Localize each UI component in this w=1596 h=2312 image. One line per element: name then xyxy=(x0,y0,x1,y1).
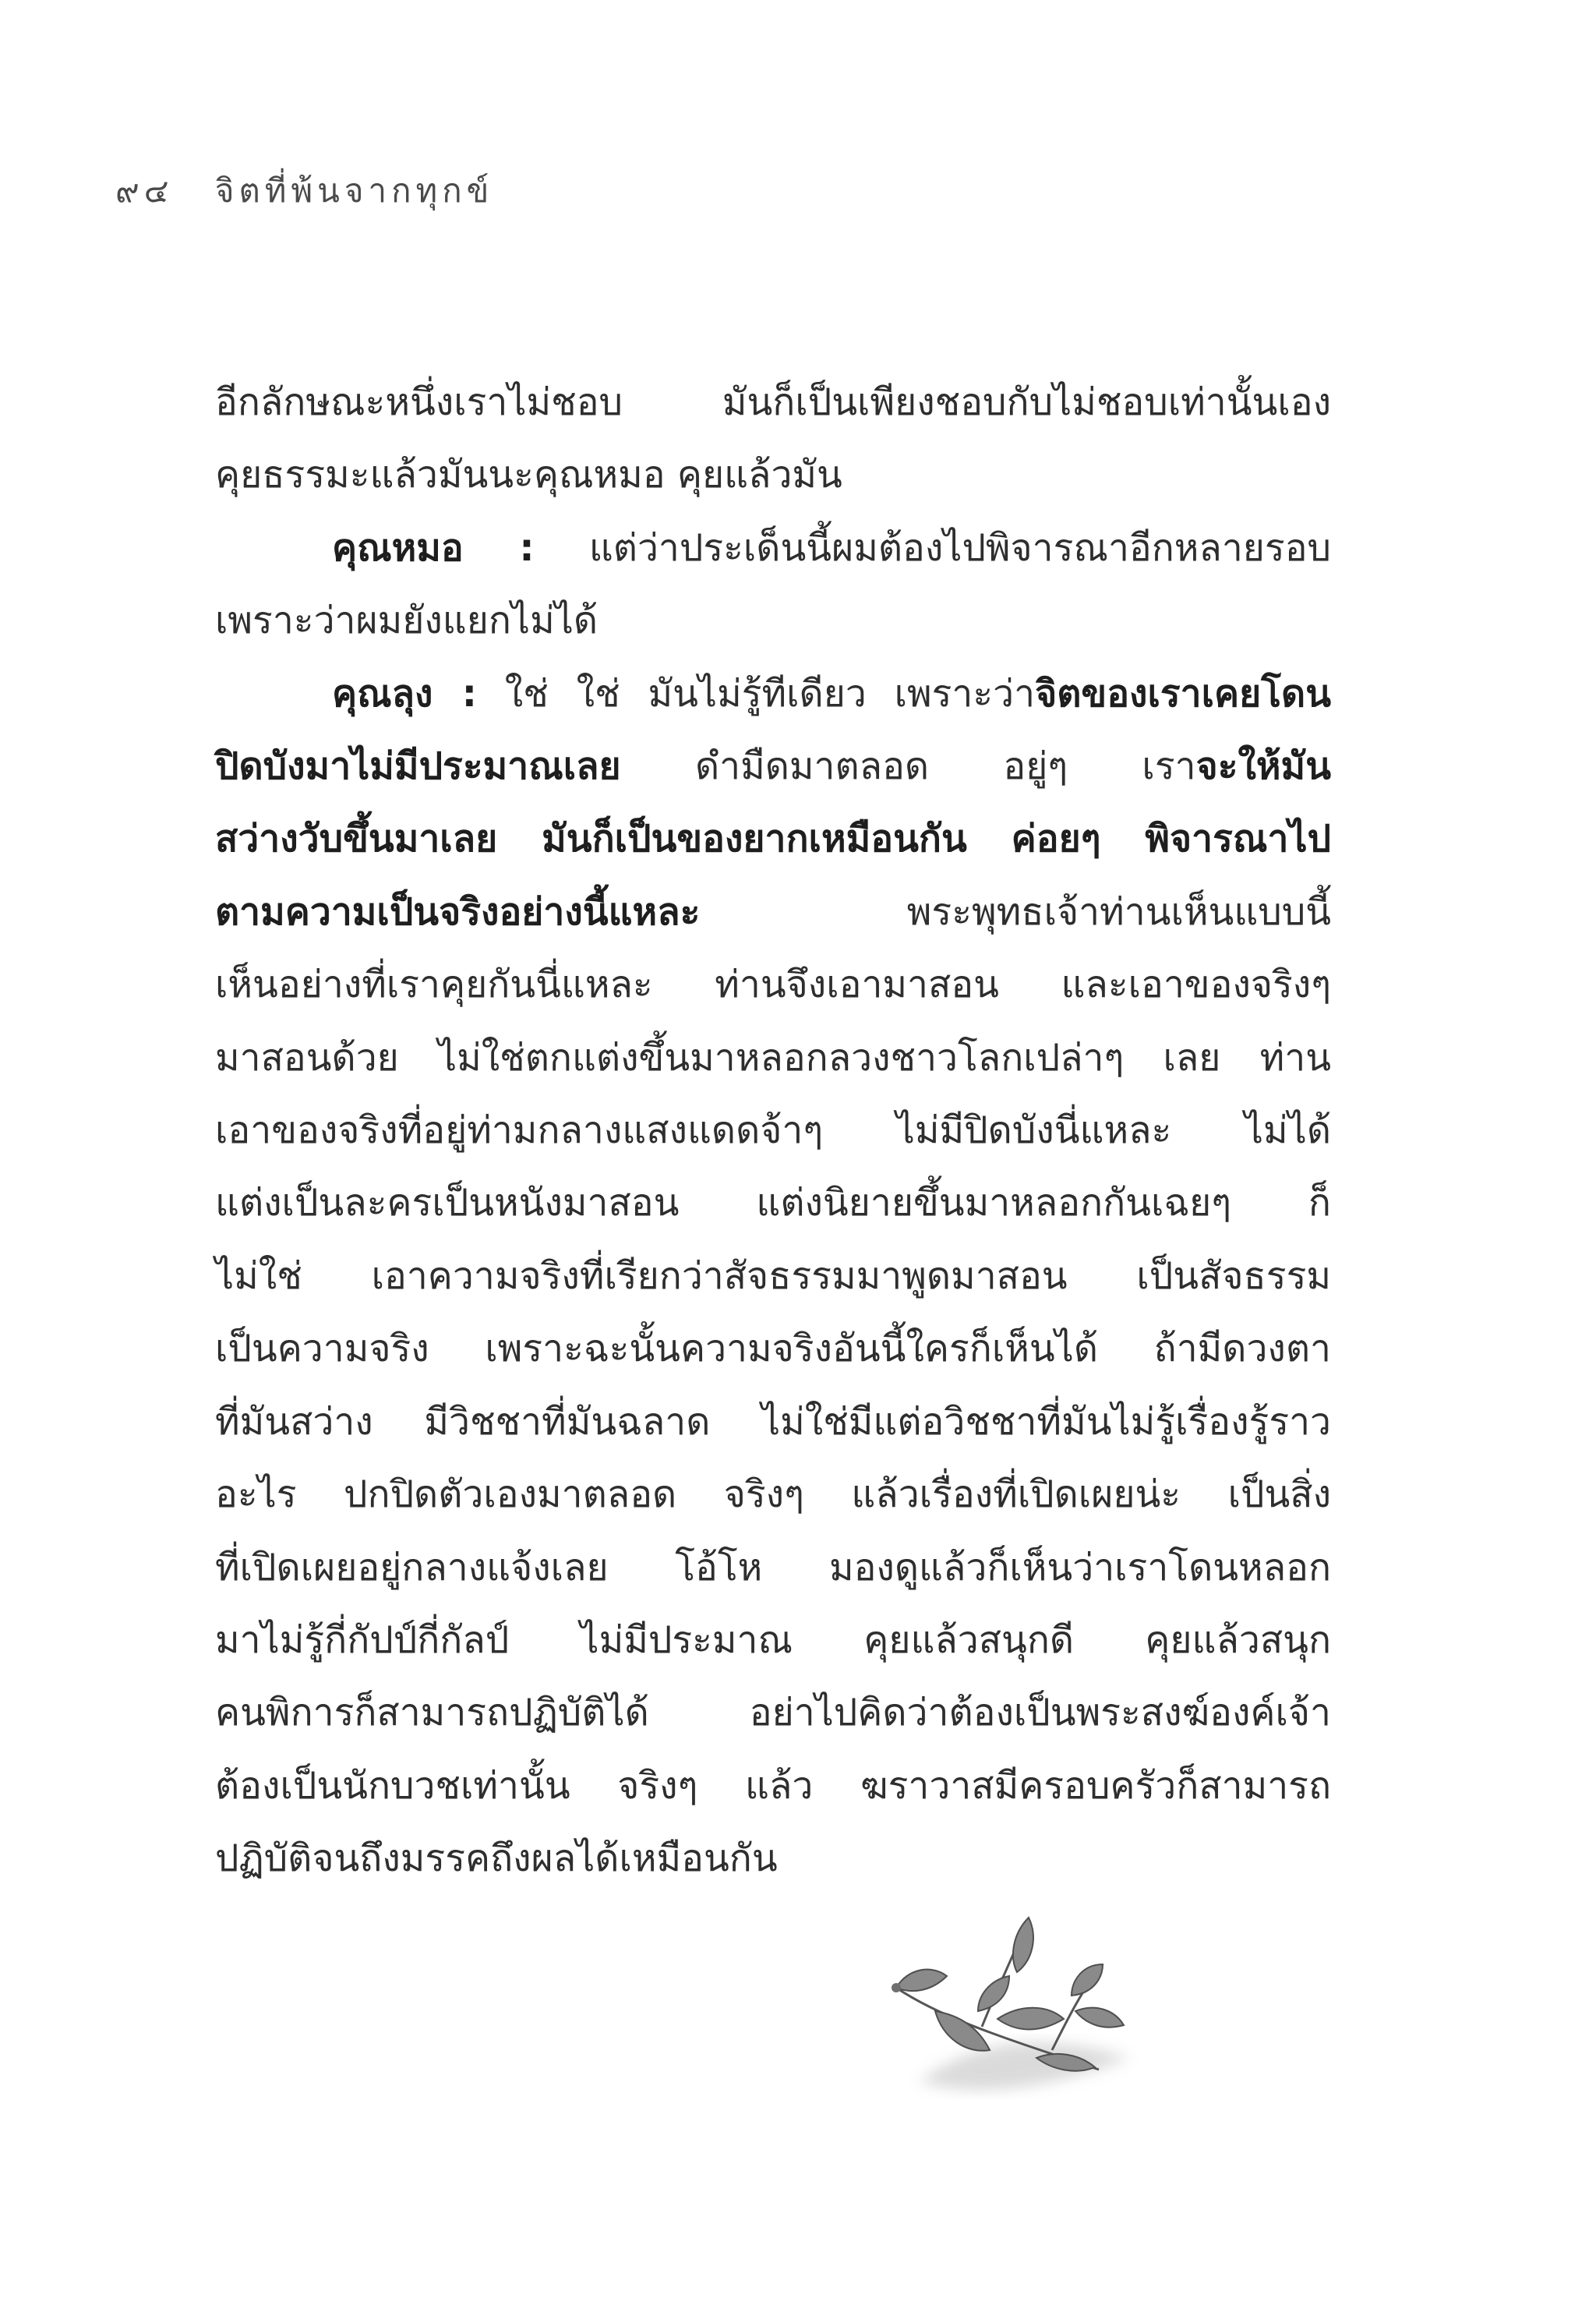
emphasis-text: สว่างวับขึ้นมาเลย มันก็เป็นของยากเหมือนกัน ค่อยๆ พิจารณาไป xyxy=(215,817,1331,861)
plain-text: ดำมืดมาตลอด อยู่ๆ เรา xyxy=(694,744,1196,789)
paragraph-1 xyxy=(215,366,1331,512)
text-line: เป็นความจริง เพราะฉะนั้นความจริงอันนี้ใครก็เห็นได้ ถ้ามีดวงตา xyxy=(215,1327,1331,1371)
emphasis-text: ตามความเป็นจริงอย่างนี้แหละ xyxy=(215,889,701,934)
dialogue-line xyxy=(215,658,1331,730)
book-title: จิตที่พ้นจากทุกข์ xyxy=(214,171,494,210)
running-header xyxy=(115,165,493,217)
text-line: ที่มันสว่าง มีวิชชาที่มันฉลาด ไม่ใช่มีแต่อวิชชาที่มันไม่รู้เรื่องรู้ราว xyxy=(215,1399,1331,1444)
emphasis-text: จิตของเราเคยโดน xyxy=(1035,671,1331,716)
text-line: อะไร ปกปิดตัวเองมาตลอด จริงๆ แล้วเรื่องที่เปิดเผยน่ะ เป็นสิ่ง xyxy=(215,1472,1331,1517)
text-line: ปฏิบัติจนถึงมรรคถึงผลได้เหมือนกัน xyxy=(215,1837,778,1881)
emphasis-text: จะให้มัน xyxy=(1195,744,1331,789)
text-line: มาไม่รู้กี่กัปป์กี่กัลป์ ไม่มีประมาณ คุยแล้วสนุกดี คุยแล้วสนุก xyxy=(215,1617,1331,1662)
text-line xyxy=(215,803,1331,875)
speaker-label: คุณลุง : xyxy=(332,671,477,716)
text-line xyxy=(215,876,1331,949)
text-line: ที่เปิดเผยอยู่กลางแจ้งเลย โอ้โห มองดูแล้วก็เห็นว่าเราโดนหลอก xyxy=(215,1545,1331,1589)
dialogue-text: แต่ว่าประเด็นนี้ผมต้องไปพิจารณาอีกหลายรอบ xyxy=(588,525,1331,570)
paragraph-2 xyxy=(215,512,1331,658)
text-line: เพราะว่าผมยังแยกไม่ได้ xyxy=(215,599,598,643)
dialogue-line xyxy=(215,512,1331,585)
text-line: อีกลักษณะหนึ่งเราไม่ชอบ มันก็เป็นเพียงชอบกับไม่ชอบเท่านั้นเอง xyxy=(215,380,1331,424)
text-line xyxy=(215,730,1331,803)
text-line: ไม่ใช่ เอาความจริงที่เรียกว่าสัจธรรมมาพูดมาสอน เป็นสัจธรรม xyxy=(215,1253,1331,1298)
page-body xyxy=(215,366,1331,1896)
plain-text: พระพุทธเจ้าท่านเห็นแบบนี้ xyxy=(906,889,1331,934)
text-line: ต้องเป็นนักบวชเท่านั้น จริงๆ แล้ว ฆราวาสมีครอบครัวก็สามารถ xyxy=(215,1763,1331,1808)
text-line: มาสอนด้วย ไม่ใช่ตกแต่งขึ้นมาหลอกลวงชาวโลกเปล่าๆ เลย ท่าน xyxy=(215,1035,1331,1080)
text-line: คนพิการก็สามารถปฏิบัติได้ อย่าไปคิดว่าต้องเป็นพระสงฆ์องค์เจ้า xyxy=(215,1691,1331,1735)
text-line: คุยธรรมะแล้วมันนะคุณหมอ คุยแล้วมัน xyxy=(215,453,842,497)
text-line: เอาของจริงที่อยู่ท่ามกลางแสงแดดจ้าๆ ไม่มีปิดบังนี่แหละ ไม่ได้ xyxy=(215,1108,1331,1153)
page-number: ๙๔ xyxy=(115,171,174,210)
paragraph-3 xyxy=(215,658,1331,1896)
emphasis-text: ปิดบังมาไม่มีประมาณเลย xyxy=(215,744,621,789)
text-line: เห็นอย่างที่เราคุยกันนี่แหละ ท่านจึงเอามาสอน และเอาของจริงๆ xyxy=(215,963,1331,1007)
leaf-sprig-icon xyxy=(873,1902,1138,2128)
speaker-label: คุณหมอ : xyxy=(332,525,535,570)
dialogue-text: ใช่ ใช่ มันไม่รู้ทีเดียว เพราะว่า xyxy=(504,671,1036,716)
text-line: แต่งเป็นละครเป็นหนังมาสอน แต่งนิยายขึ้นมาหลอกกันเฉยๆ ก็ xyxy=(215,1181,1331,1225)
